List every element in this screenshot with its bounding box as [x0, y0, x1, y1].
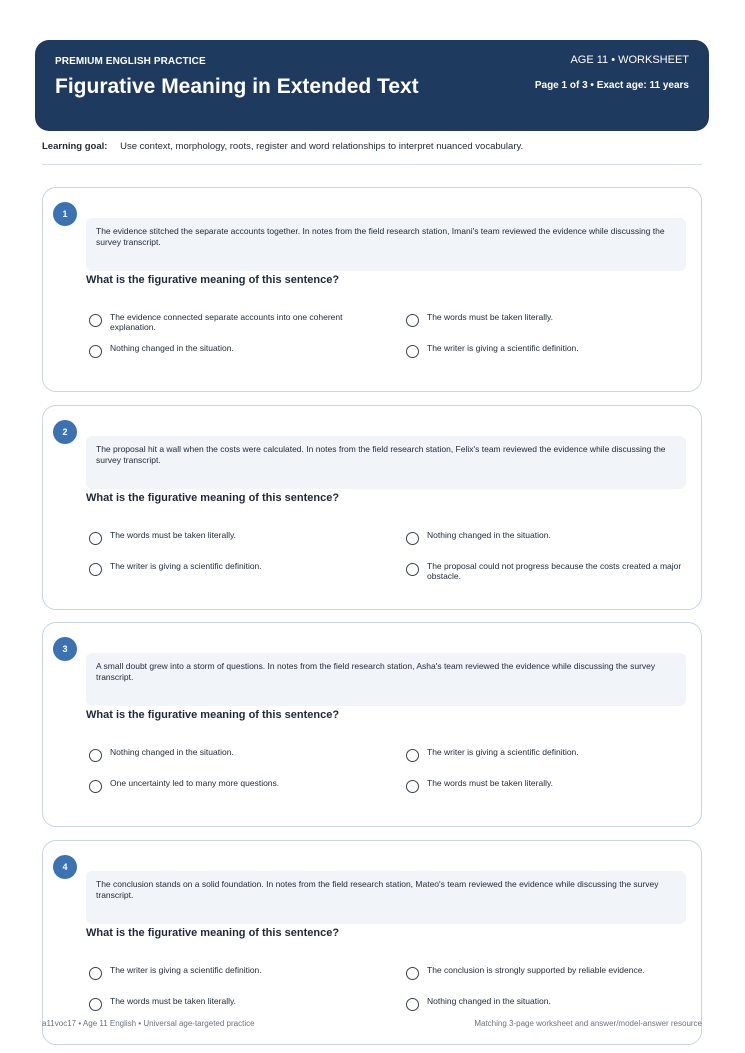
radio-button[interactable]	[406, 780, 419, 793]
learning-goal-text: Use context, morphology, roots, register and word relationships to interpret nuanced vocabulary.	[120, 141, 524, 152]
question-number-badge: 4	[53, 855, 77, 879]
question-prompt: What is the figurative meaning of this sentence?	[86, 927, 340, 939]
radio-button[interactable]	[406, 345, 419, 358]
radio-button[interactable]	[406, 749, 419, 762]
header-eyebrow: PREMIUM ENGLISH PRACTICE	[55, 56, 206, 67]
radio-button[interactable]	[406, 967, 419, 980]
radio-button[interactable]	[89, 345, 102, 358]
answer-option-label: Nothing changed in the situation.	[427, 530, 551, 540]
question-passage: The proposal hit a wall when the costs were calculated. In notes from the field research station, Felix's team reviewed the evidence while discussing the survey transcript.	[86, 436, 686, 489]
radio-button[interactable]	[89, 314, 102, 327]
answer-option-label: The writer is giving a scientific definition.	[110, 965, 262, 975]
question-prompt: What is the figurative meaning of this sentence?	[86, 709, 340, 721]
question-passage: The conclusion stands on a solid foundation. In notes from the field research station, Mateo's team reviewed the evidence while discussing the survey transcript.	[86, 871, 686, 924]
answer-option-label: The words must be taken literally.	[427, 778, 553, 788]
header-age-label: AGE 11 • WORKSHEET	[570, 54, 689, 66]
answer-option-label: The words must be taken literally.	[110, 530, 236, 540]
answer-option-label: One uncertainty led to many more questions.	[110, 778, 280, 788]
footer-right: Matching 3-page worksheet and answer/model-answer resource	[474, 1019, 702, 1028]
question-card	[42, 405, 702, 610]
radio-button[interactable]	[406, 563, 419, 576]
radio-button[interactable]	[406, 998, 419, 1011]
page-title: Figurative Meaning in Extended Text	[55, 75, 419, 98]
answer-option-label: The words must be taken literally.	[110, 996, 236, 1006]
learning-goal	[42, 141, 523, 152]
answer-option-label: The writer is giving a scientific definition.	[110, 561, 262, 571]
answer-option-label: The proposal could not progress because the costs created a major obstacle.	[427, 561, 682, 581]
answer-option-label: Nothing changed in the situation.	[110, 747, 234, 757]
question-prompt: What is the figurative meaning of this sentence?	[86, 492, 340, 504]
answer-option-label: The evidence connected separate accounts into one coherent explanation.	[110, 312, 343, 332]
radio-button[interactable]	[89, 749, 102, 762]
answer-option-label: The conclusion is strongly supported by reliable evidence.	[427, 965, 645, 975]
question-passage: The evidence stitched the separate accounts together. In notes from the field research station, Imani's team reviewed the evidence while discussing the survey transcript.	[86, 218, 686, 271]
answer-option-label: Nothing changed in the situation.	[110, 343, 234, 353]
radio-button[interactable]	[89, 998, 102, 1011]
answer-option-label: The words must be taken literally.	[427, 312, 553, 322]
question-card	[42, 840, 702, 1045]
radio-button[interactable]	[89, 967, 102, 980]
radio-button[interactable]	[89, 532, 102, 545]
answer-option-label: The writer is giving a scientific definition.	[427, 343, 579, 353]
header-page-info: Page 1 of 3 • Exact age: 11 years	[534, 80, 689, 91]
question-number-badge: 3	[53, 637, 77, 661]
question-passage: A small doubt grew into a storm of questions. In notes from the field research station, Asha's team reviewed the evidence while discussing the survey transcript.	[86, 653, 686, 706]
radio-button[interactable]	[406, 532, 419, 545]
divider	[42, 164, 702, 165]
question-card	[42, 187, 702, 392]
radio-button[interactable]	[89, 563, 102, 576]
worksheet-header	[35, 40, 709, 131]
learning-goal-label: Learning goal:	[42, 141, 108, 152]
question-card	[42, 622, 702, 827]
footer-left: a11voc17 • Age 11 English • Universal age-targeted practice	[42, 1019, 255, 1028]
answer-option-label: The writer is giving a scientific definition.	[427, 747, 579, 757]
radio-button[interactable]	[89, 780, 102, 793]
answer-option-label: Nothing changed in the situation.	[427, 996, 551, 1006]
question-number-badge: 2	[53, 420, 77, 444]
radio-button[interactable]	[406, 314, 419, 327]
question-number-badge: 1	[53, 202, 77, 226]
question-prompt: What is the figurative meaning of this sentence?	[86, 274, 340, 286]
